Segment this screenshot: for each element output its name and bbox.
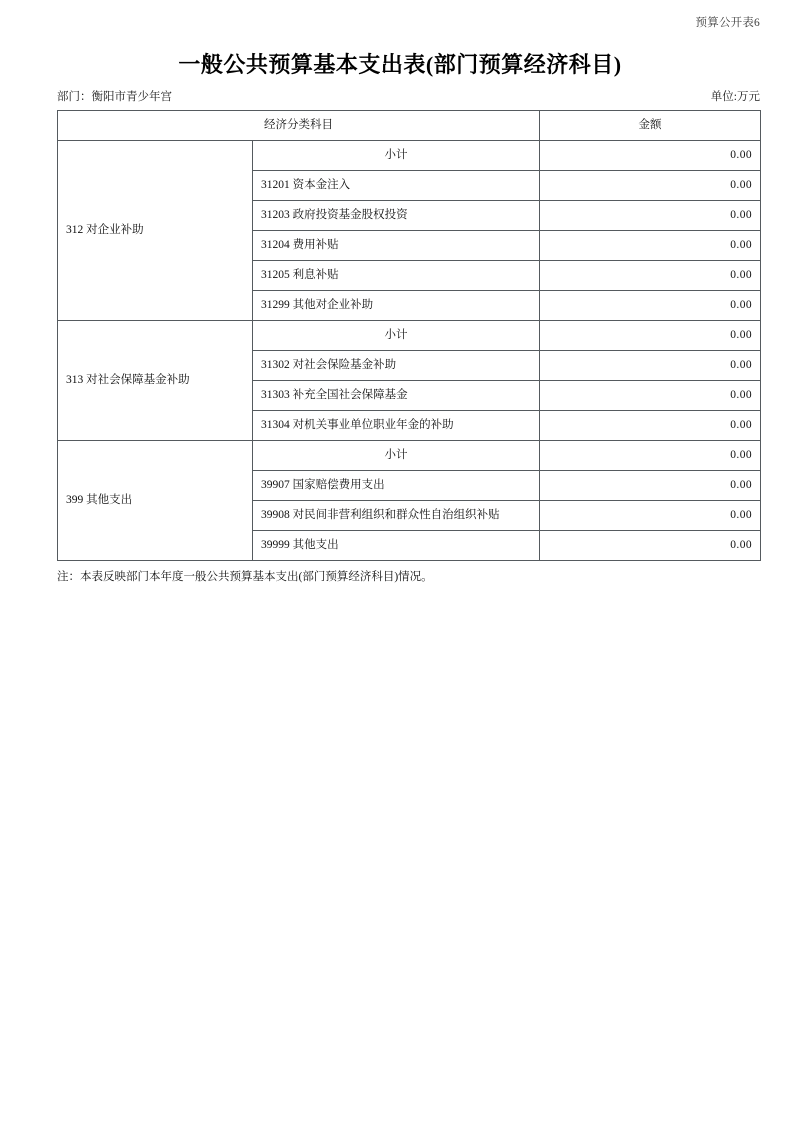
item-amount-cell: 0.00 (540, 231, 761, 261)
item-label-cell: 31299 其他对企业补助 (253, 291, 540, 321)
table-row (58, 441, 761, 471)
budget-table-container (57, 110, 760, 561)
subtotal-label-cell: 小计 (253, 321, 540, 351)
meta-row (57, 88, 760, 104)
table-row (58, 321, 761, 351)
subtotal-amount-cell: 0.00 (540, 321, 761, 351)
item-amount-cell: 0.00 (540, 261, 761, 291)
form-code-label: 预算公开表6 (695, 17, 760, 29)
subtotal-label-cell: 小计 (253, 441, 540, 471)
item-label-cell: 31205 利息补贴 (253, 261, 540, 291)
item-amount-cell: 0.00 (540, 471, 761, 501)
group-label-cell: 312 对企业补助 (58, 141, 253, 321)
subtotal-amount-cell: 0.00 (540, 141, 761, 171)
unit-label: 单位:万元 (710, 91, 760, 103)
budget-table (57, 110, 761, 561)
item-label-cell: 31204 费用补贴 (253, 231, 540, 261)
group-label-cell: 399 其他支出 (58, 441, 253, 561)
item-amount-cell: 0.00 (540, 351, 761, 381)
column-header-amount: 金额 (540, 111, 761, 141)
item-label-cell: 31303 补充全国社会保障基金 (253, 381, 540, 411)
page-title: 一般公共预算基本支出表(部门预算经济科目) (178, 52, 622, 77)
group-label-cell: 313 对社会保障基金补助 (58, 321, 253, 441)
table-body (58, 141, 761, 561)
item-label-cell: 31304 对机关事业单位职业年金的补助 (253, 411, 540, 441)
item-amount-cell: 0.00 (540, 291, 761, 321)
item-amount-cell: 0.00 (540, 531, 761, 561)
department-label: 部门：衡阳市青少年宫 (57, 91, 172, 103)
item-label-cell: 31203 政府投资基金股权投资 (253, 201, 540, 231)
item-label-cell: 31302 对社会保险基金补助 (253, 351, 540, 381)
item-amount-cell: 0.00 (540, 171, 761, 201)
item-label-cell: 31201 资本金注入 (253, 171, 540, 201)
table-row (58, 141, 761, 171)
item-amount-cell: 0.00 (540, 201, 761, 231)
item-amount-cell: 0.00 (540, 381, 761, 411)
item-label-cell: 39907 国家赔偿费用支出 (253, 471, 540, 501)
item-amount-cell: 0.00 (540, 501, 761, 531)
item-label-cell: 39908 对民间非营利组织和群众性自治组织补贴 (253, 501, 540, 531)
table-header-row (58, 111, 761, 141)
table-header (58, 111, 761, 141)
subtotal-amount-cell: 0.00 (540, 441, 761, 471)
subtotal-label-cell: 小计 (253, 141, 540, 171)
footnote: 注：本表反映部门本年度一般公共预算基本支出(部门预算经济科目)情况。 (57, 571, 433, 583)
item-amount-cell: 0.00 (540, 411, 761, 441)
column-header-subject: 经济分类科目 (58, 111, 540, 141)
item-label-cell: 39999 其他支出 (253, 531, 540, 561)
